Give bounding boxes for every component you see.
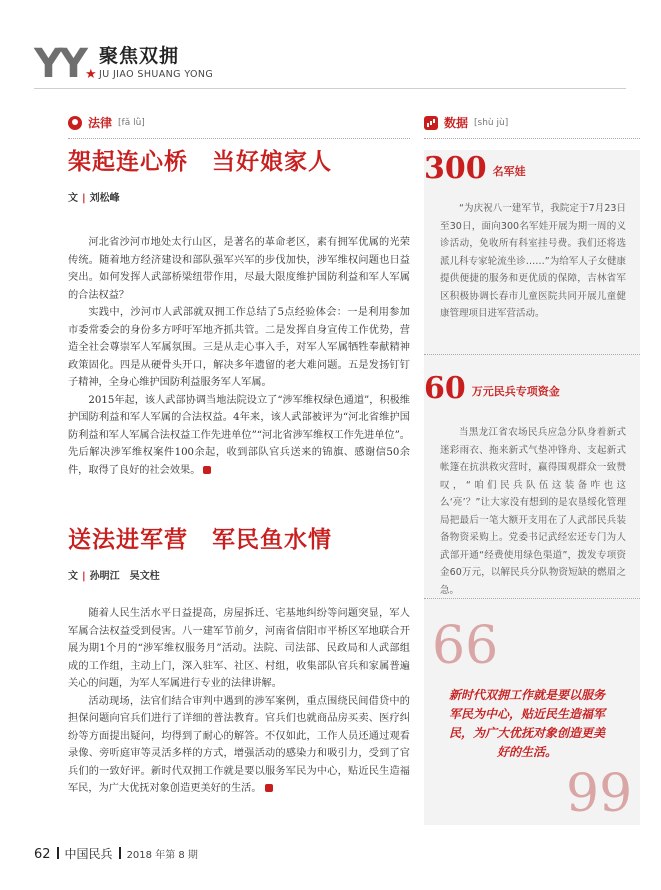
byline-label: 文 bbox=[68, 193, 78, 204]
logo-mark: YY bbox=[34, 41, 84, 87]
paragraph: 实践中，沙河市人武部就双拥工作总结了5点经验体会：一是利用参加市委常委会的身份多方呼吁军地齐抓共管。二是发挥自身宣传工作优势，营造全社会尊崇军人军属氛围。三是从走心事入手，对军人军属牺牲奉献精神政策固化。四是从硬骨头开口，解决多年遗留的老大难问题。五是发扬钉钉子精神，全身心维护国防利益服务军人军属。 bbox=[68, 307, 410, 388]
divider bbox=[68, 138, 410, 139]
paragraph: 当黑龙江省农场民兵应急分队身着新式迷彩雨衣、拖来新式气垫冲锋舟、支起新式帐篷在抗洪救灾营时，赢得围观群众一致赞叹，“咱们民兵队伍这装备咋也这么‘亮’？”让大家没有想到的是农垦绥化管理局把最后一笔大额开支用在了人武部民兵装备物资采购上。党委书记武经宏还专门为人武部开通“经费使用绿色渠道”，拨发专项资金60万元，以解民兵分队物资短缺的燃眉之急。 bbox=[440, 427, 626, 596]
page-number: 62 bbox=[34, 847, 51, 862]
bar-chart-icon bbox=[424, 116, 438, 130]
stat-unit: 万元民兵专项资金 bbox=[471, 385, 560, 398]
stat-heading bbox=[424, 372, 560, 406]
byline-author: 孙明江 吴文柱 bbox=[89, 571, 160, 582]
end-mark-icon bbox=[265, 784, 273, 792]
article-headline: 架起连心桥 当好娘家人 bbox=[68, 149, 332, 175]
category-name: 法律 bbox=[88, 116, 113, 130]
paragraph-text: 2015年起，该人武部协调当地法院设立了“涉军维权绿色通道”，积极维护国防利益和军人军属的合法权益。4年来，该人武部被评为“河北省维护国防利益和军人军属合法权益工作先进单位”“河北省涉军维权工作先进单位”。先后解决涉军维权案件100余起，收到部队官兵送来的锦旗、感谢信50余件，取得了良好的社会效果。 bbox=[68, 394, 410, 476]
section-subtitle: JU JIAO SHUANG YONG bbox=[99, 69, 214, 80]
divider bbox=[57, 847, 59, 859]
divider bbox=[424, 354, 640, 355]
article-byline: 文 | 刘松峰 bbox=[68, 193, 120, 204]
byline-author: 刘松峰 bbox=[89, 193, 120, 204]
issue-label: 2018 年第 8 期 bbox=[126, 850, 198, 861]
divider bbox=[424, 598, 640, 599]
category-pinyin: [shù jù] bbox=[474, 118, 509, 128]
page-footer bbox=[34, 846, 198, 864]
pull-quote: 新时代双拥工作就是要以服务军民为中心，贴近民生造福军民，为广大优抚对象创造更美好的生活。 bbox=[448, 688, 605, 759]
category-data bbox=[424, 115, 508, 131]
paragraph: “为庆祝八一建军节，我院定于7月23日至30日，面向300名军娃开展为期一周的义诊活动，免收所有科室挂号费。我们还将选派儿科专家轮流坐诊……”为给军人子女健康提供便捷的服务和更优质的保障，吉林省军区积极协调长春市儿童医院共同开展儿童健康管理项目进军营活动。 bbox=[440, 203, 626, 319]
stat-unit: 名军娃 bbox=[492, 165, 526, 178]
article-body bbox=[68, 605, 410, 798]
stat-number: 300 bbox=[424, 151, 487, 186]
paragraph: 河北省沙河市地处太行山区，是著名的革命老区，素有拥军优属的光荣传统。随着地方经济建设和部队强军兴军的步伐加快，涉军维权问题也日益突出。如何发挥人武部桥梁纽带作用，尽最大限度维护国防利益和军人军属的合法权益？ bbox=[68, 237, 410, 301]
category-name: 数据 bbox=[444, 116, 469, 130]
category-law bbox=[68, 115, 145, 131]
article-byline: 文 | 孙明江 吴文柱 bbox=[68, 571, 160, 582]
byline-label: 文 bbox=[68, 571, 78, 582]
divider bbox=[424, 138, 640, 139]
paragraph: 随着人民生活水平日益提高，房屋拆迁、宅基地纠纷等问题突显，军人军属合法权益受到侵害。八一建军节前夕，河南省信阳市平桥区军地联合开展为期1个月的“涉军维权服务月”活动。法院、司法部、民政局和人武部组成的工作组，主动上门，深入驻军、社区、村组，收集部队官兵和家属普遍关心的问题，为军人军属进行专业的法律讲解。 bbox=[68, 608, 410, 689]
paragraph bbox=[68, 392, 410, 480]
paragraph bbox=[68, 693, 410, 798]
stat-body bbox=[440, 424, 626, 599]
article-body bbox=[68, 234, 410, 479]
section-title: 聚焦双拥 bbox=[99, 45, 180, 67]
end-mark-icon bbox=[203, 466, 211, 474]
stat-number: 60 bbox=[424, 371, 466, 406]
stat-body bbox=[440, 200, 626, 323]
divider bbox=[119, 847, 121, 859]
category-pinyin: [fǎ lǜ] bbox=[118, 118, 145, 128]
star-icon: ★ bbox=[85, 67, 97, 82]
magazine-name: 中国民兵 bbox=[64, 847, 113, 861]
person-icon bbox=[68, 116, 82, 130]
stat-heading bbox=[424, 152, 526, 186]
paragraph-text: 活动现场，法官们结合审判中遇到的涉军案例，重点围绕民间借贷中的担保问题向官兵们进行了详细的普法教育。官兵们也就商品房买卖、医疗纠纷等方面提出疑问，均得到了耐心的解答。不仅如此，工作人员还通过观看录像、旁听庭审等灵活多样的方式，增强活动的感染力和吸引力，受到了官兵们的一致好评。新时代双拥工作就是要以服务军民为中心，贴近民生造福军民，为广大优抚对象创造更美好的生活。 bbox=[68, 695, 410, 794]
quote-open-mark: 66 bbox=[432, 616, 499, 676]
quote-close-mark: 99 bbox=[566, 764, 633, 824]
header-divider bbox=[34, 88, 626, 89]
article-headline: 送法进军营 军民鱼水情 bbox=[68, 527, 332, 553]
